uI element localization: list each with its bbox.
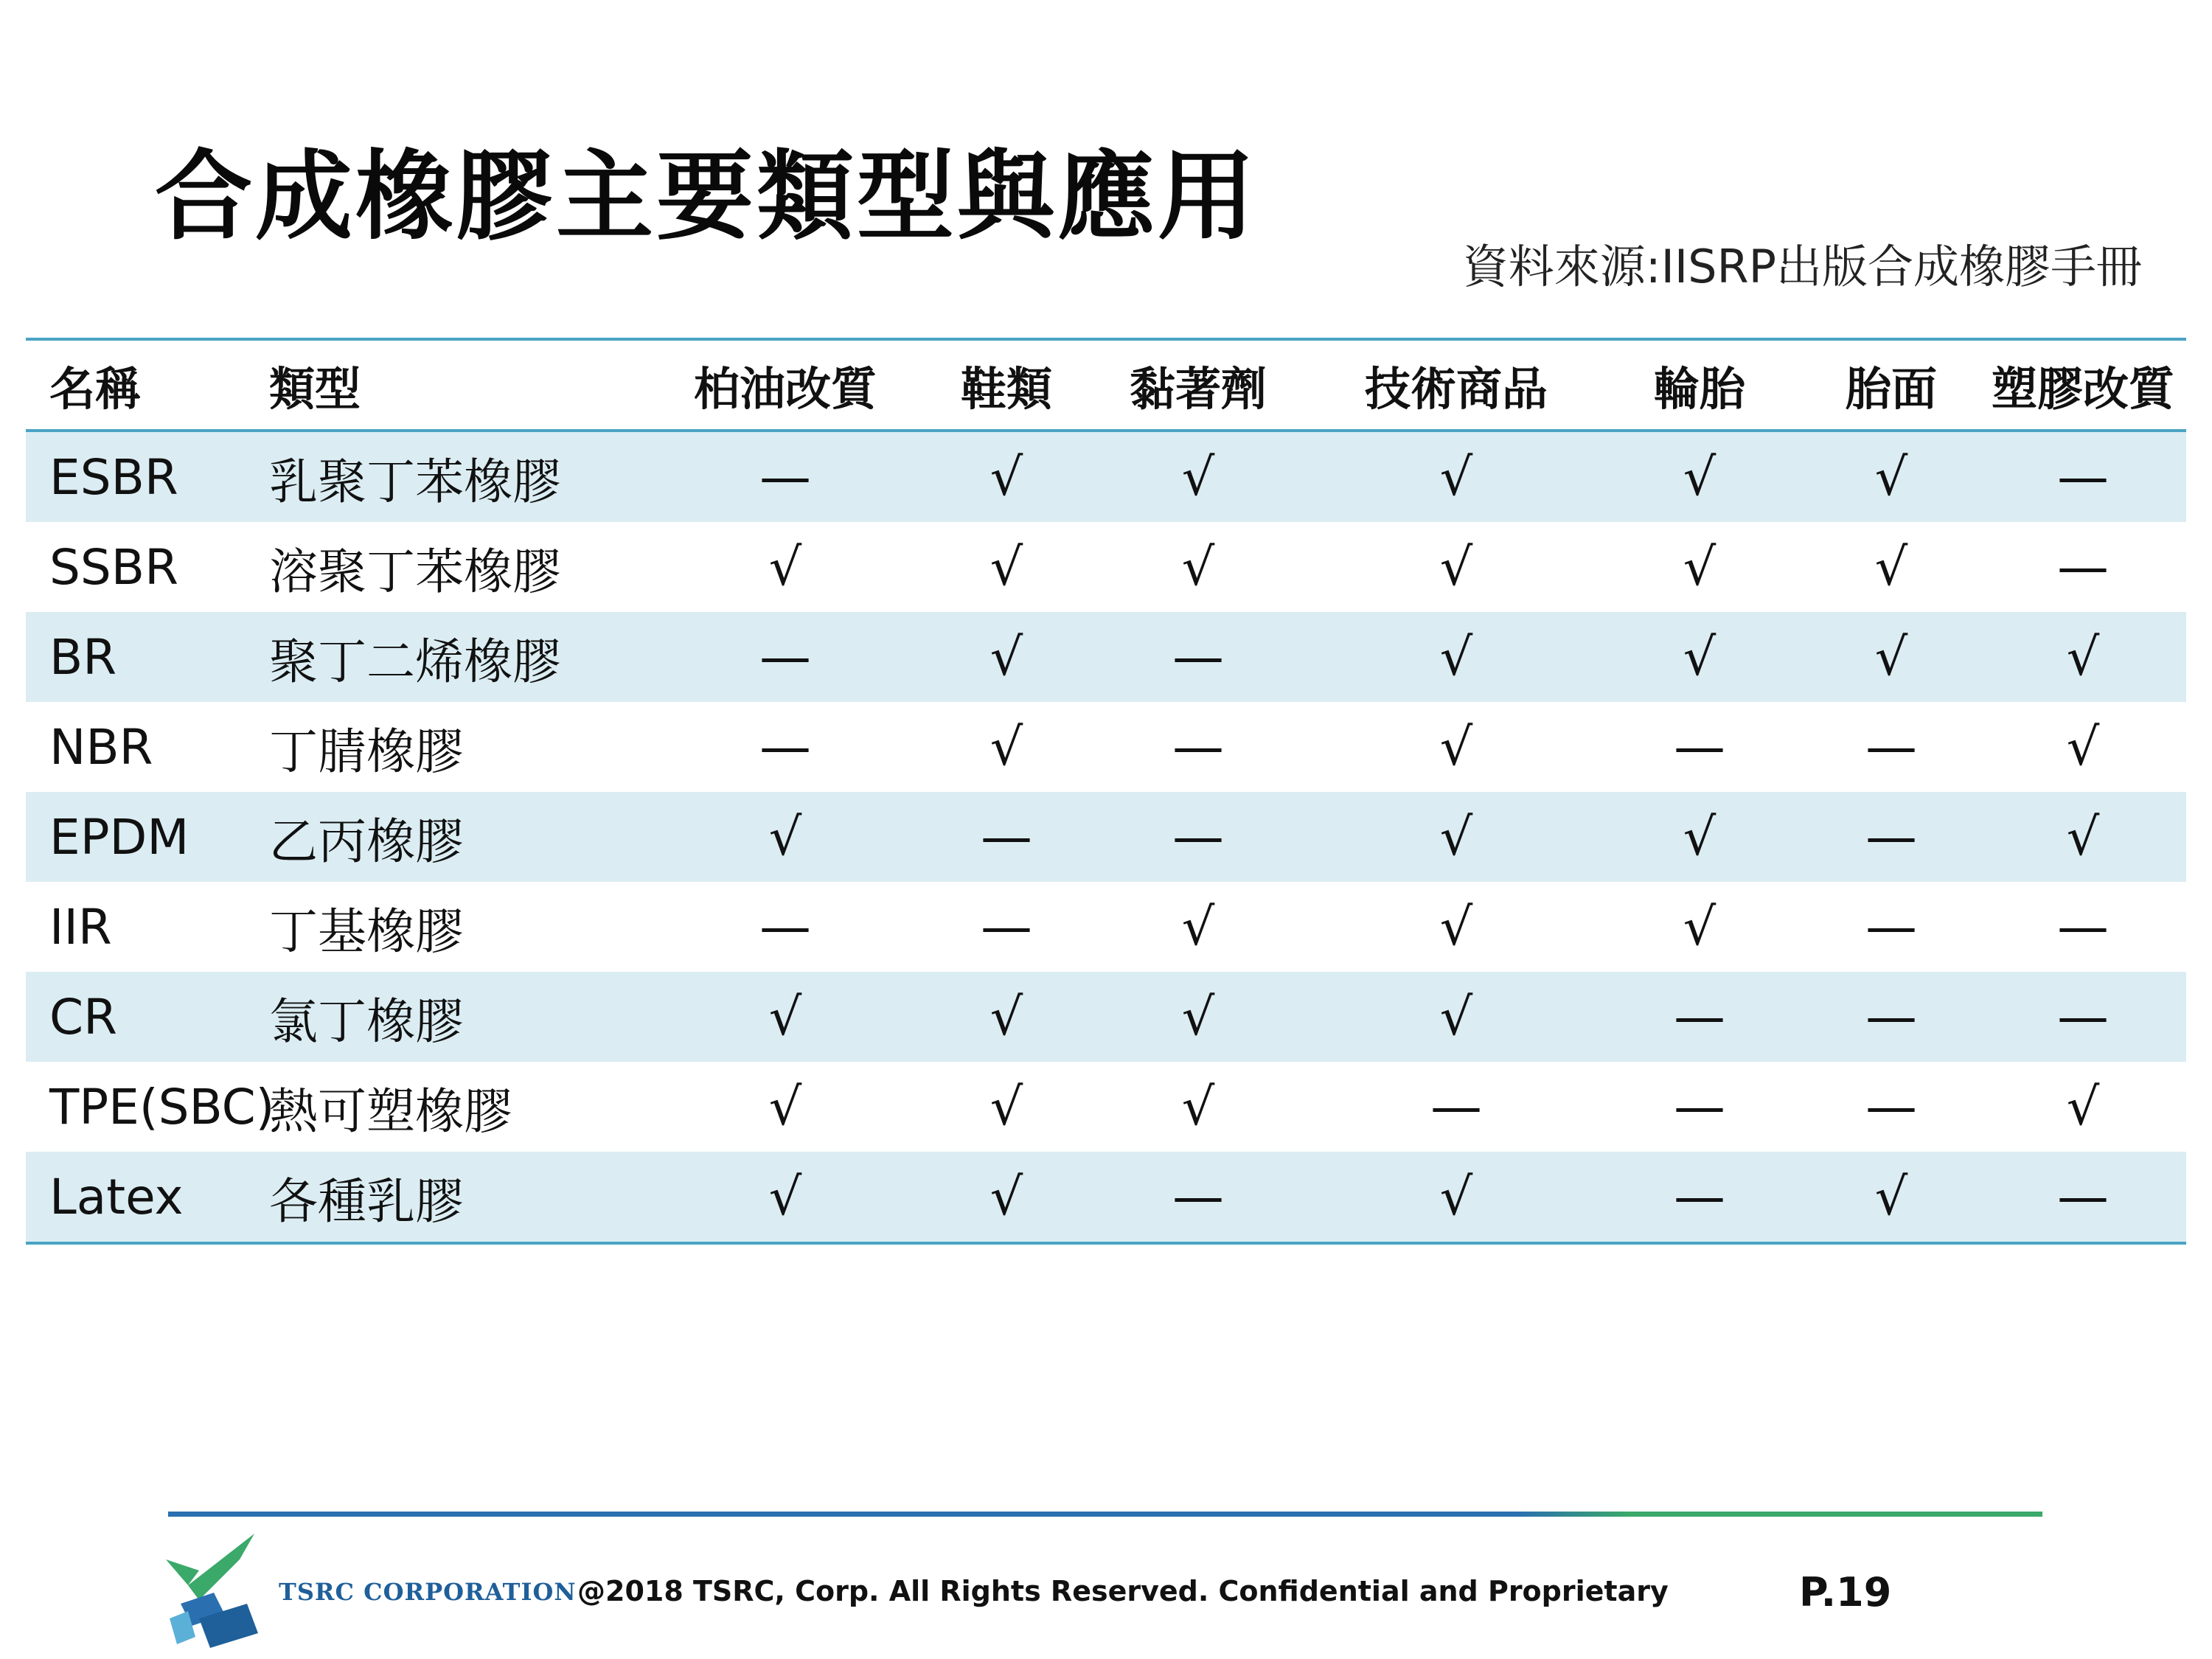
dash-mark: — bbox=[2057, 1166, 2109, 1227]
check-mark: √ bbox=[1439, 987, 1473, 1047]
dash-mark: — bbox=[1430, 1077, 1482, 1137]
header-tire: 輪胎 bbox=[1653, 361, 1745, 416]
dash-mark: — bbox=[1172, 717, 1224, 777]
table-row bbox=[26, 792, 2186, 882]
check-mark: √ bbox=[768, 807, 802, 867]
dash-mark: — bbox=[759, 627, 811, 687]
header-tread: 胎面 bbox=[1845, 361, 1937, 416]
dash-mark: — bbox=[1865, 897, 1917, 957]
cell-type: 各種乳膠 bbox=[269, 1172, 464, 1230]
cell-name: IIR bbox=[49, 898, 112, 956]
cell-name: EPDM bbox=[49, 808, 189, 866]
dash-mark: — bbox=[1674, 1077, 1725, 1137]
check-mark: √ bbox=[768, 1077, 802, 1137]
check-mark: √ bbox=[990, 627, 1023, 687]
check-mark: √ bbox=[1181, 1077, 1215, 1137]
cell-name: ESBR bbox=[49, 448, 178, 506]
check-mark: √ bbox=[990, 1166, 1023, 1227]
cell-type: 丁腈橡膠 bbox=[269, 723, 464, 780]
check-mark: √ bbox=[990, 537, 1023, 597]
check-mark: √ bbox=[1874, 537, 1908, 597]
footer-divider bbox=[168, 1512, 2042, 1517]
dash-mark: — bbox=[759, 447, 811, 507]
check-mark: √ bbox=[768, 1166, 802, 1227]
cell-type: 溶聚丁苯橡膠 bbox=[269, 543, 561, 600]
check-mark: √ bbox=[1181, 447, 1215, 507]
check-mark: √ bbox=[768, 537, 802, 597]
check-mark: √ bbox=[768, 987, 802, 1047]
check-mark: √ bbox=[2066, 717, 2100, 777]
check-mark: √ bbox=[1439, 1166, 1473, 1227]
check-mark: √ bbox=[1683, 627, 1717, 687]
check-mark: √ bbox=[1439, 717, 1473, 777]
table-row bbox=[26, 1152, 2186, 1242]
dash-mark: — bbox=[1865, 807, 1917, 867]
dash-mark: — bbox=[1172, 627, 1224, 687]
check-mark: √ bbox=[1439, 807, 1473, 867]
check-mark: √ bbox=[1874, 1166, 1908, 1227]
check-mark: √ bbox=[990, 1077, 1023, 1137]
cell-type: 丁基橡膠 bbox=[269, 902, 464, 960]
dash-mark: — bbox=[1172, 1166, 1224, 1227]
dash-mark: — bbox=[1674, 717, 1725, 777]
dash-mark: — bbox=[1674, 1166, 1725, 1227]
table-header-row bbox=[26, 341, 2186, 432]
check-mark: √ bbox=[1683, 807, 1717, 867]
dash-mark: — bbox=[1865, 987, 1917, 1047]
table-row bbox=[26, 432, 2186, 522]
check-mark: √ bbox=[1439, 447, 1473, 507]
dash-mark: — bbox=[1172, 807, 1224, 867]
cell-name: Latex bbox=[49, 1168, 184, 1225]
tsrc-logo-icon bbox=[159, 1530, 269, 1652]
dash-mark: — bbox=[759, 897, 811, 957]
page-number: P.19 bbox=[1799, 1569, 1892, 1615]
cell-name: SSBR bbox=[49, 538, 178, 596]
header-plastic-modification: 塑膠改質 bbox=[1991, 361, 2174, 416]
dash-mark: — bbox=[981, 897, 1032, 957]
table-row bbox=[26, 702, 2186, 792]
dash-mark: — bbox=[2057, 537, 2109, 597]
dash-mark: — bbox=[2057, 897, 2109, 957]
source-note: 資料來源:IISRP出版合成橡膠手冊 bbox=[1462, 240, 2142, 293]
header-footwear: 鞋類 bbox=[960, 361, 1052, 416]
check-mark: √ bbox=[1683, 897, 1717, 957]
check-mark: √ bbox=[1181, 897, 1215, 957]
cell-type: 聚丁二烯橡膠 bbox=[269, 633, 561, 690]
check-mark: √ bbox=[1181, 987, 1215, 1047]
dash-mark: — bbox=[981, 807, 1032, 867]
check-mark: √ bbox=[1874, 627, 1908, 687]
check-mark: √ bbox=[990, 717, 1023, 777]
check-mark: √ bbox=[1874, 447, 1908, 507]
header-asphalt-modification: 柏油改質 bbox=[693, 361, 877, 416]
cell-type: 熱可塑橡膠 bbox=[269, 1082, 512, 1140]
cell-type: 氯丁橡膠 bbox=[269, 992, 464, 1050]
check-mark: √ bbox=[1181, 537, 1215, 597]
check-mark: √ bbox=[2066, 627, 2100, 687]
cell-name: BR bbox=[49, 628, 117, 686]
company-name: TSRC CORPORATION bbox=[279, 1578, 577, 1606]
check-mark: √ bbox=[2066, 1077, 2100, 1137]
header-technical-goods: 技術商品 bbox=[1364, 361, 1548, 416]
dash-mark: — bbox=[1865, 1077, 1917, 1137]
check-mark: √ bbox=[1683, 447, 1717, 507]
header-type: 類型 bbox=[269, 361, 361, 416]
table-body bbox=[26, 432, 2186, 1242]
header-adhesive: 黏著劑 bbox=[1129, 361, 1267, 416]
cell-name: NBR bbox=[49, 718, 153, 776]
check-mark: √ bbox=[1439, 627, 1473, 687]
table-row bbox=[26, 1062, 2186, 1152]
header-name: 名稱 bbox=[49, 361, 142, 416]
cell-type: 乳聚丁苯橡膠 bbox=[269, 453, 561, 510]
check-mark: √ bbox=[1683, 537, 1717, 597]
table-row bbox=[26, 972, 2186, 1062]
cell-name: TPE(SBC) bbox=[49, 1078, 275, 1135]
check-mark: √ bbox=[990, 447, 1023, 507]
dash-mark: — bbox=[2057, 987, 2109, 1047]
table-row bbox=[26, 612, 2186, 702]
rubber-application-table bbox=[26, 338, 2186, 1245]
dash-mark: — bbox=[1865, 717, 1917, 777]
check-mark: √ bbox=[1439, 897, 1473, 957]
table-row bbox=[26, 882, 2186, 972]
cell-name: CR bbox=[49, 988, 117, 1046]
cell-type: 乙丙橡膠 bbox=[269, 813, 464, 870]
copyright-notice: @2018 TSRC, Corp. All Rights Reserved. Confidential and Proprietary bbox=[577, 1575, 1669, 1607]
dash-mark: — bbox=[1674, 987, 1725, 1047]
dash-mark: — bbox=[2057, 447, 2109, 507]
check-mark: √ bbox=[1439, 537, 1473, 597]
page-title: 合成橡膠主要類型與應用 bbox=[155, 140, 1258, 254]
dash-mark: — bbox=[759, 717, 811, 777]
table-row bbox=[26, 522, 2186, 612]
check-mark: √ bbox=[2066, 807, 2100, 867]
check-mark: √ bbox=[990, 987, 1023, 1047]
